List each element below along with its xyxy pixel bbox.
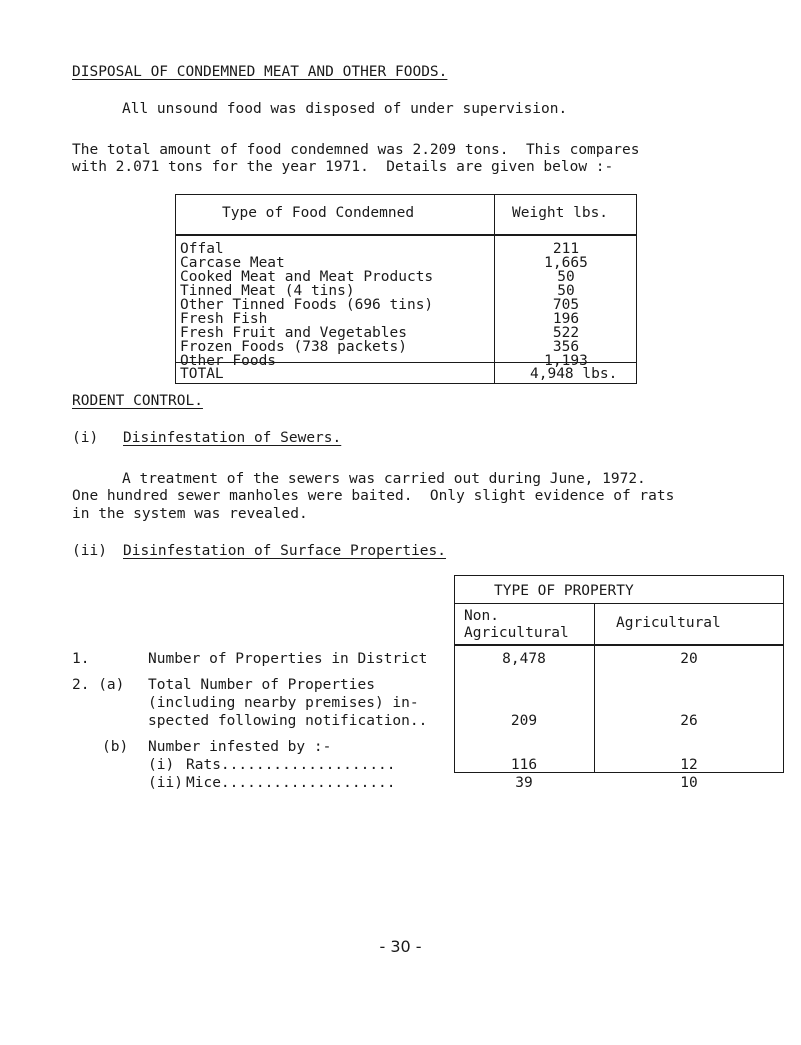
sec-ii-title: Disinfestation of Surface Properties. (123, 543, 447, 559)
mice-ag: 10 (680, 775, 698, 791)
food-row-type: Offal (180, 241, 224, 257)
row3-label: Number infested by :- (148, 739, 332, 755)
property-header-rule (454, 603, 784, 604)
food-row-type: Other Tinned Foods (696 tins) (180, 297, 434, 313)
col-nonag-line2: Agricultural (464, 625, 569, 641)
row2-num: 2. (a) (72, 677, 125, 693)
row2-ag: 26 (680, 713, 698, 729)
food-header-type: Type of Food Condemned (222, 205, 415, 221)
page-number: - 30 - (379, 937, 422, 956)
property-subheader-rule (454, 644, 784, 646)
food-total-label: TOTAL (180, 366, 224, 382)
food-row-weight: 522 (552, 325, 580, 341)
row1-num: 1. (72, 651, 90, 667)
para1-line2: with 2.071 tons for the year 1971. Details are given below :- (72, 159, 614, 175)
food-row-type: Frozen Foods (738 packets) (180, 339, 407, 355)
row3-num: (b) (102, 739, 129, 755)
property-header: TYPE OF PROPERTY (494, 583, 634, 599)
sewers-line3: in the system was revealed. (72, 506, 308, 522)
rodent-heading: RODENT CONTROL. (72, 393, 203, 409)
food-row-weight: 356 (552, 339, 580, 355)
row1-ag: 20 (680, 651, 698, 667)
sewers-line2: One hundred sewer manholes were baited. Only slight evidence of rats (72, 488, 675, 504)
sec-i-num: (i) (72, 430, 99, 446)
page-heading: DISPOSAL OF CONDEMNED MEAT AND OTHER FOODS. (72, 64, 448, 80)
row2-line3: spected following notification.. (148, 713, 428, 729)
food-table-col-divider (494, 194, 495, 384)
food-row-type: Cooked Meat and Meat Products (180, 269, 434, 285)
row2-line2: (including nearby premises) in- (148, 695, 419, 711)
row1-label: Number of Properties in District (148, 651, 428, 667)
food-row-weight: 211 (552, 241, 580, 257)
para1-line1: The total amount of food condemned was 2.209 tons. This compares (72, 142, 640, 158)
food-row-type: Carcase Meat (180, 255, 285, 271)
row1-nonag: 8,478 (502, 651, 546, 667)
food-row-type: Fresh Fruit and Vegetables (180, 325, 407, 341)
col-ag: Agricultural (616, 615, 721, 631)
food-row-weight: 1,193 (544, 353, 588, 369)
food-row-type: Other Foods (180, 353, 277, 369)
food-row-weight: 196 (552, 311, 580, 327)
sec-i-title: Disinfestation of Sewers. (123, 430, 342, 446)
intro-text: All unsound food was disposed of under supervision. (122, 101, 568, 117)
sec-ii-num: (ii) (72, 543, 107, 559)
mice-label: Mice.................... (186, 775, 396, 791)
row2-nonag: 209 (510, 713, 538, 729)
property-table (454, 575, 784, 773)
rats-ag: 12 (680, 757, 698, 773)
row2-line1: Total Number of Properties (148, 677, 375, 693)
food-table-header-rule (175, 234, 637, 236)
rats-num: (i) (148, 757, 175, 773)
rats-label: Rats.................... (186, 757, 396, 773)
food-total-value: 4,948 lbs. (530, 366, 618, 382)
food-row-type: Fresh Fish (180, 311, 268, 327)
mice-num: (ii) (148, 775, 183, 791)
food-row-weight: 1,665 (544, 255, 588, 271)
col-nonag-line1: Non. (464, 608, 499, 624)
mice-nonag: 39 (515, 775, 533, 791)
rats-nonag: 116 (510, 757, 538, 773)
property-col-divider (594, 603, 595, 773)
food-header-weight: Weight lbs. (512, 205, 609, 221)
sewers-line1: A treatment of the sewers was carried out during June, 1972. (122, 471, 646, 487)
food-row-type: Tinned Meat (4 tins) (180, 283, 355, 299)
food-row-weight: 705 (552, 297, 580, 313)
food-row-weight: 50 (557, 283, 575, 299)
food-row-weight: 50 (557, 269, 575, 285)
